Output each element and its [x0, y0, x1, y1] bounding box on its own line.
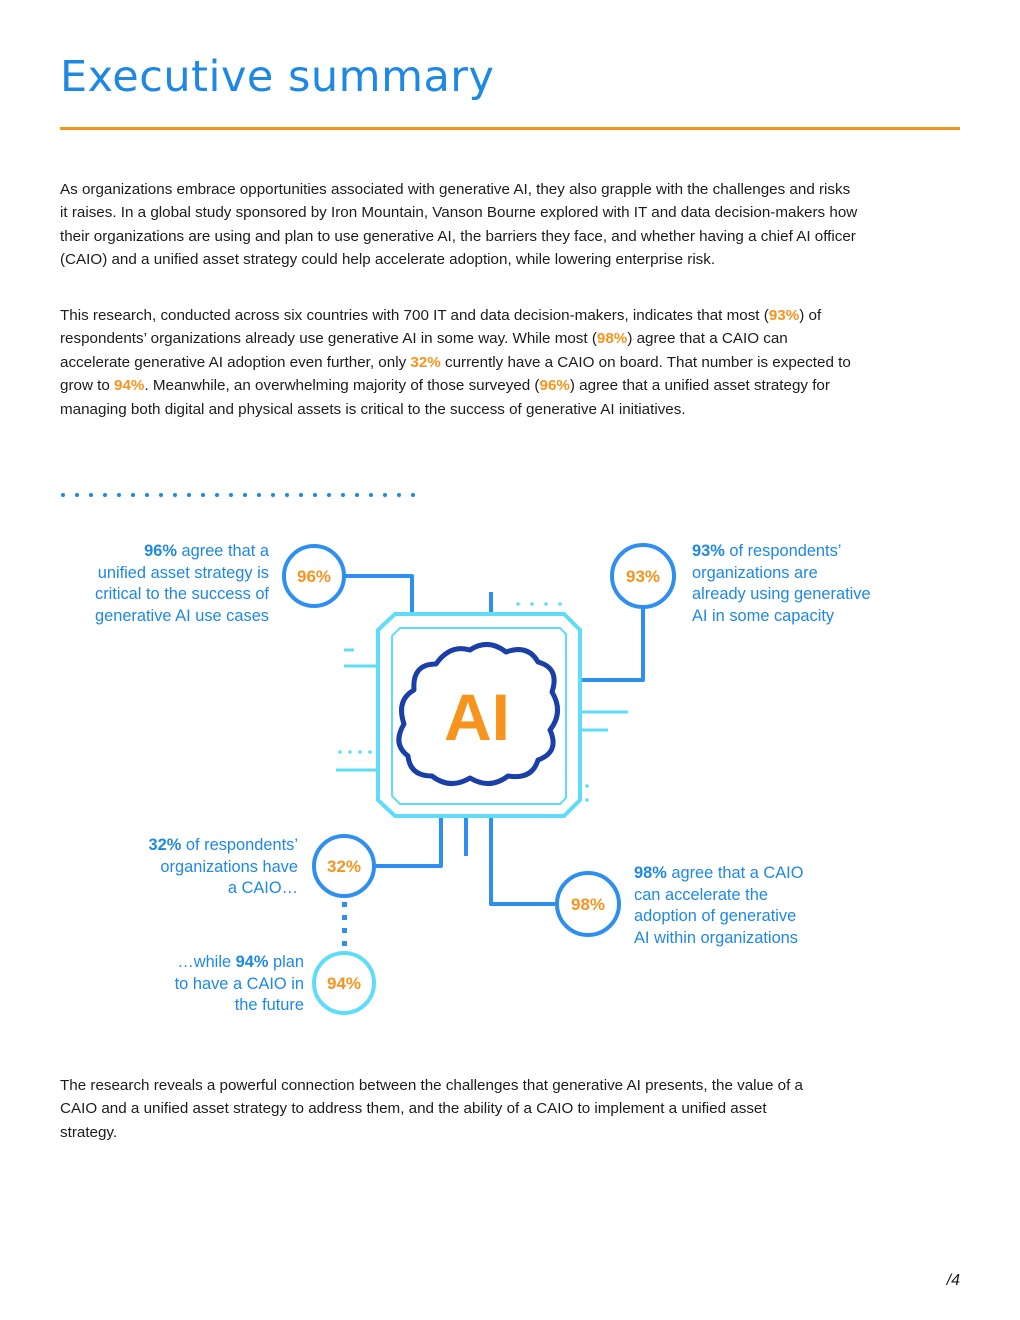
connector-96: [334, 576, 412, 612]
stat-circle-93-value: 93%: [625, 567, 661, 586]
highlight-98: 98%: [596, 330, 628, 348]
intro-paragraph-1: As organizations embrace opportunities associated with generative AI, they also grapple with the challenges and risks it raises. In a global study sponsored by Iron Mountain, Vanson Bourne explored with IT and data decision-makers how their organizations are using and plan to use generative AI, the barriers they face, and whether having a chief AI officer (CAIO) and a unified asset strategy could help accelerate adoption, while lowering enterprise risk.: [60, 181, 858, 269]
connector-98: [491, 818, 556, 904]
callout-98: 98% agree that a CAIO can accelerate the adoption of generative AI within organizations: [634, 864, 804, 947]
callout-93: 93% of respondents’ organizations are already using generative AI in some capacity: [692, 542, 871, 625]
dotted-separator: [60, 490, 420, 500]
title-divider: [60, 127, 960, 130]
dotted-link-32-94: [342, 902, 347, 946]
stat-circle-32-value: 32%: [326, 857, 362, 876]
ai-center-label: AI: [444, 680, 510, 754]
highlight-96: 96%: [539, 377, 570, 395]
callout-94: …while 94% plan to have a CAIO in the future: [174, 953, 304, 1014]
highlight-93: 93%: [768, 307, 800, 324]
intro-paragraph-2: This research, conducted across six countries with 700 IT and data decision-makers, indicates that most (93%) of respondents’ organizations already use generative AI in some way. While most (98%) agree that a CAIO can accelerate generative AI adoption even further, only 32% currently have a CAIO on board. That number is expected to grow to 94%. Meanwhile, an overwhelming majority of those surveyed (96%) agree that a unified asset strategy for managing both digital and physical assets is critical to the success of generative AI initiatives.: [60, 307, 851, 418]
highlight-32: 32%: [410, 353, 441, 371]
connector-93: [580, 608, 643, 680]
conclusion-paragraph: The research reveals a powerful connection between the challenges that generative AI presents, the value of a CAIO and a unified asset strategy to address them, and the ability of a CAIO to implement a unified asset strategy.: [60, 1077, 803, 1141]
callout-32: 32% of respondents’ organizations have a CAIO…: [148, 836, 298, 897]
page-title: Executive summary: [60, 52, 495, 102]
stat-circle-96-value: 96%: [296, 567, 332, 586]
highlight-94: 94%: [114, 377, 145, 395]
stat-circle-98-value: 98%: [570, 895, 606, 914]
page-number: /4: [946, 1272, 960, 1289]
connector-32: [374, 818, 441, 866]
stat-circle-94-value: 94%: [326, 974, 362, 993]
callout-96: 96% agree that a unified asset strategy is critical to the success of generative AI use cases: [94, 542, 269, 625]
